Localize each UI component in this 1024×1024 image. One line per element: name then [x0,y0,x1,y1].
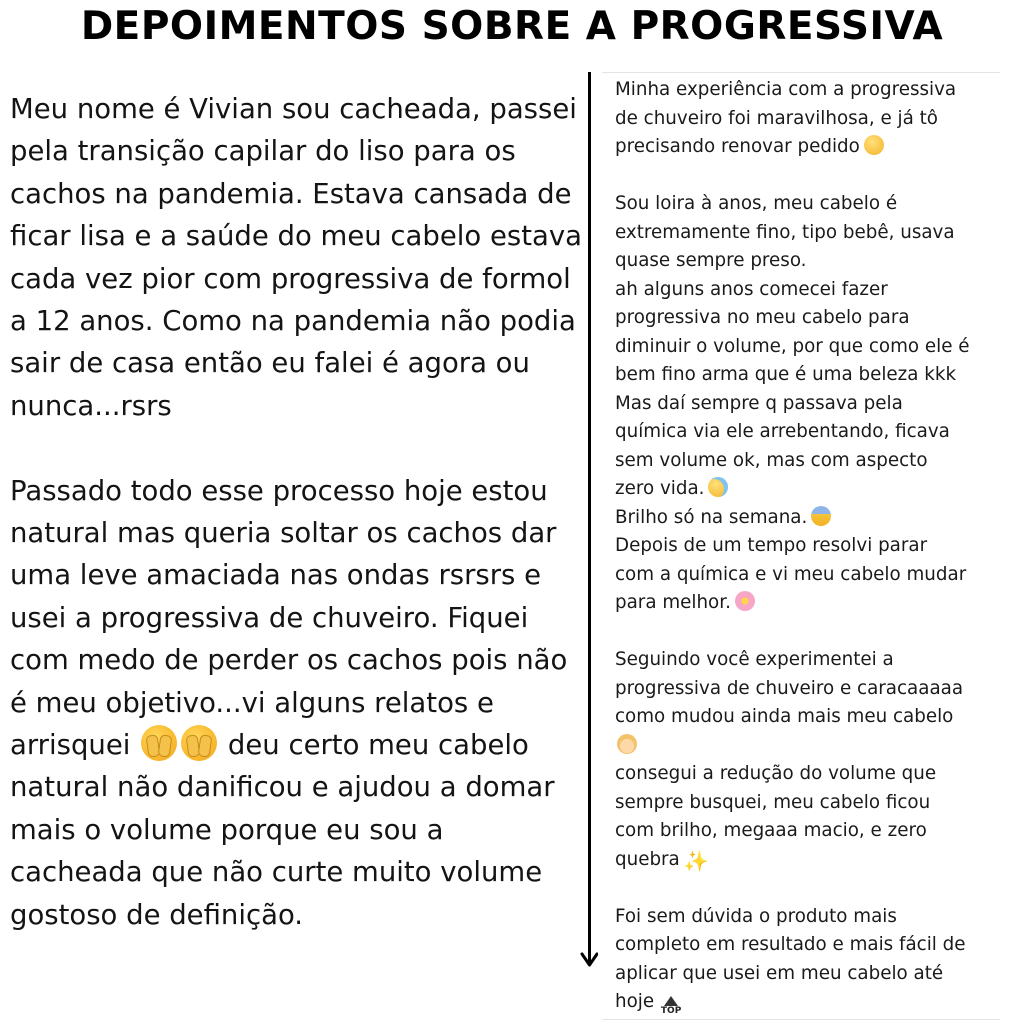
testimonial-line [615,162,1005,191]
testimonial-line-text: quase sempre preso. [615,250,807,271]
testimonial-line-text: Seguindo você experimentei a [615,649,894,670]
testimonial-line-text: hoje [615,991,655,1012]
testimonial-paragraph-1: Meu nome é Vivian sou cacheada, passei pela transição capilar do liso para os cachos na pandemia. Estava cansada de ficar lisa e a saúde do meu cabelo estava cada vez pior com progressiva de formol a 12 anos. Como na pandemia não podia sair de casa então eu falei é agora ou nunca...rsrs [10,93,582,422]
testimonial-line [615,732,1005,761]
testimonial-line [615,874,1005,903]
testimonial-line [615,903,1005,932]
testimonial-line [615,504,1005,533]
testimonial-line-text: Sou loira à anos, meu cabelo é [615,193,898,214]
testimonial-line [615,931,1005,960]
testimonial-line-text: diminuir o volume, por que como ele é [615,335,970,357]
testimonial-line [615,561,1005,590]
testimonial-line-text: zero vida. [615,478,705,499]
testimonial-line [615,333,1005,362]
grinning-face-icon [864,135,884,155]
testimonial-line-text: ah alguns anos comecei fazer [615,278,888,300]
down-arrow-icon [580,950,598,968]
testimonial-line [615,447,1005,476]
testimonial-line [615,988,1005,1017]
testimonial-line-text: com a química e vi meu cabelo mudar [615,563,967,585]
testimonial-line [615,646,1005,675]
testimonial-line [615,675,1005,704]
fearful-face-icon [811,506,831,526]
testimonial-line-text: completo em resultado e mais fácil de [615,934,966,955]
testimonial-line [615,960,1005,989]
testimonial-line-text: progressiva no meu cabelo para [615,307,910,328]
testimonial-line [615,276,1005,305]
testimonial-line-text: aplicar que usei em meu cabelo até [615,962,944,984]
testimonial-line [615,618,1005,647]
testimonial-line-text: Mas daí sempre q passava pela [615,392,903,414]
top-arrow-icon [660,996,682,1022]
testimonial-line-text: bem fino arma que é uma beleza kkk [615,364,957,385]
testimonial-line-text: Depois de um tempo resolvi parar [615,535,928,556]
testimonial-line [615,247,1005,276]
sparkles-icon: ✨ [683,848,709,873]
testimonial-line-text: extremamente fino, tipo bebê, usava [615,221,955,243]
testimonial-line [615,418,1005,447]
paragraph-2-text-end: deu certo meu cabelo natural não danificou e ajudou a domar mais o volume porque eu sou a cacheada que não curte muito volume gostoso de definição. [10,729,555,931]
testimonial-line [615,789,1005,818]
testimonial-line [615,304,1005,333]
testimonial-line [615,703,1005,732]
testimonial-line-text: Foi sem dúvida o produto mais [615,905,897,927]
woman-face-icon [617,734,637,754]
testimonial-line [615,589,1005,618]
testimonial-line-text: como mudou ainda mais meu cabelo [615,706,954,727]
testimonial-line [615,219,1005,248]
down-arrow-line [588,72,591,962]
testimonial-line [615,133,1005,162]
testimonial-left [10,88,582,936]
testimonial-line [615,390,1005,419]
testimonial-line [615,475,1005,504]
testimonial-line-text: química via ele arrebentando, ficava [615,421,950,442]
testimonial-line [615,760,1005,789]
testimonial-line-text: precisando renovar pedido [615,136,860,157]
testimonial-line [615,846,1005,875]
testimonial-line-text: sempre busquei, meu cabelo ficou [615,791,931,813]
testimonial-line [615,361,1005,390]
testimonial-line-text: Minha experiência com a progressiva [615,79,957,100]
testimonial-line-text: sem volume ok, mas com aspecto [615,449,928,471]
testimonial-paragraph-2 [10,470,582,936]
testimonial-line-text: de chuveiro foi maravilhosa, e já tô [615,107,938,129]
testimonial-line-text: Brilho só na semana. [615,506,808,528]
crying-face-icon [708,477,728,497]
testimonial-line-text: consegui a redução do volume que [615,763,937,784]
testimonial-line [615,817,1005,846]
face-peeking-icon [141,725,177,761]
face-peeking-icon [181,725,217,761]
top-badge-label: TOP [660,1006,682,1016]
testimonial-line-text: com brilho, megaaa macio, e zero [615,820,927,841]
testimonial-line [615,532,1005,561]
testimonial-line [615,190,1005,219]
testimonial-line [615,105,1005,134]
testimonial-right [615,76,1005,1017]
blossom-icon [735,591,755,611]
testimonial-line-text: para melhor. [615,592,731,613]
testimonial-line-text: quebra [615,848,680,870]
testimonial-line-text: progressiva de chuveiro e caracaaaaa [615,677,964,699]
page-title: DEPOIMENTOS SOBRE A PROGRESSIVA [80,4,944,49]
testimonial-line [615,76,1005,105]
paragraph-2-text-start: Passado todo esse processo hoje estou natural mas queria soltar os cachos dar uma leve amaciada nas ondas rsrsrs e usei a progressiva de chuveiro. Fiquei com medo de perder os cachos pois não é meu objetivo...vi alguns relatos e arrisquei [10,474,568,762]
